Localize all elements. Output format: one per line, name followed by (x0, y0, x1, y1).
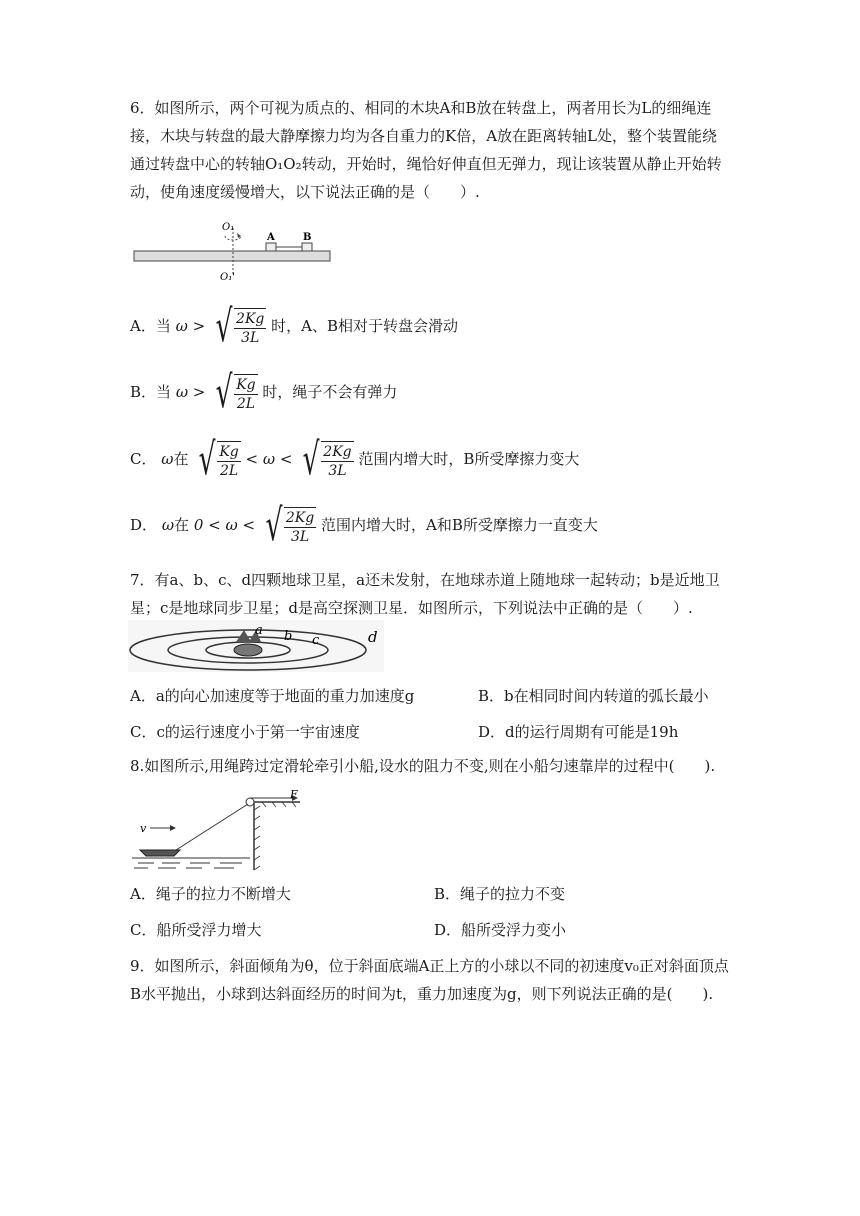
q7-figure (128, 620, 384, 672)
q6-stem: 6．如图所示，两个可视为质点的、相同的木块A和B放在转盘上，两者用长为L的细绳连接，木块与转盘的最大静摩擦力均为各自重力的K倍，A放在距离转轴L处，整个装置能绕通过转盘中心的转轴O₁O₂转动，开始时，绳恰好伸直但无弹力，现让该装置从静止开始转动，使角速度缓慢增大，以下说法正确的是（ ）. (130, 99, 722, 201)
q6-option-b: B．当 ω > √ $\frac{Kg}{2L}$ 时，绳子不会有弹力 (130, 367, 398, 418)
q6-fig-b: B (303, 232, 312, 243)
q8-option-c: C．船所受浮力增大 (130, 921, 262, 939)
q8-option-d: D．船所受浮力变小 (434, 921, 567, 939)
q7-option-a: A．a的向心加速度等于地面的重力加速度g (130, 687, 415, 705)
q7-stem: 7．有a、b、c、d四颗地球卫星，a还未发射，在地球赤道上随地球一起转动；b是近地卫星；c是地球同步卫星；d是高空探测卫星．如图所示，下列说法中正确的是（ ）. (130, 571, 720, 617)
q6-option-d: D． ω在 0 < ω < √ $\frac{2Kg}{3L}$ 范围内增大时，A和B所受摩擦力一直变大 (130, 500, 598, 551)
q6-option-a: A．当 ω > √ $\frac{2Kg}{3L}$ 时，A、B相对于转盘会滑动 (130, 301, 458, 352)
q6-fig-a: A (267, 232, 275, 243)
q7-fig-d: d (368, 628, 378, 646)
q9-stem: 9．如图所示，斜面倾角为θ，位于斜面底端A正上方的小球以不同的初速度v₀正对斜面顶点B水平抛出，小球到达斜面经历的时间为t，重力加速度为g，则下列说法正确的是( ). (130, 957, 729, 1003)
q7-option-c: C．c的运行速度小于第一宇宙速度 (130, 723, 360, 741)
q8-stem: 8.如图所示,用绳跨过定滑轮牵引小船,设水的阻力不变,则在小船匀速靠岸的过程中( ). (130, 757, 716, 775)
q7-option-b: B．b在相同时间内转道的弧长最小 (478, 687, 709, 705)
q7-fig-b: b (284, 629, 293, 644)
q7-fig-a: a (255, 623, 263, 638)
q6-option-c: C． ω在 √ $\frac{Kg}{2L}$ < ω < √ $\frac{2Kg}{3L}$ 范围内增大时，B所受摩擦力变大 (130, 434, 580, 485)
q8-fig-f: F (290, 790, 298, 801)
q8-fig-v: v (140, 822, 147, 835)
q8-option-a: A．绳子的拉力不断增大 (130, 885, 291, 903)
q8-option-b: B．绳子的拉力不变 (434, 885, 566, 903)
q6-fig-o2: O₁' (220, 272, 235, 282)
q7-option-d: D．d的运行周期有可能是19h (478, 723, 679, 741)
q7-fig-c: c (312, 633, 320, 648)
q8-figure (130, 790, 310, 872)
q6-figure (128, 218, 338, 282)
q6-fig-o1: O₁ (222, 222, 235, 233)
